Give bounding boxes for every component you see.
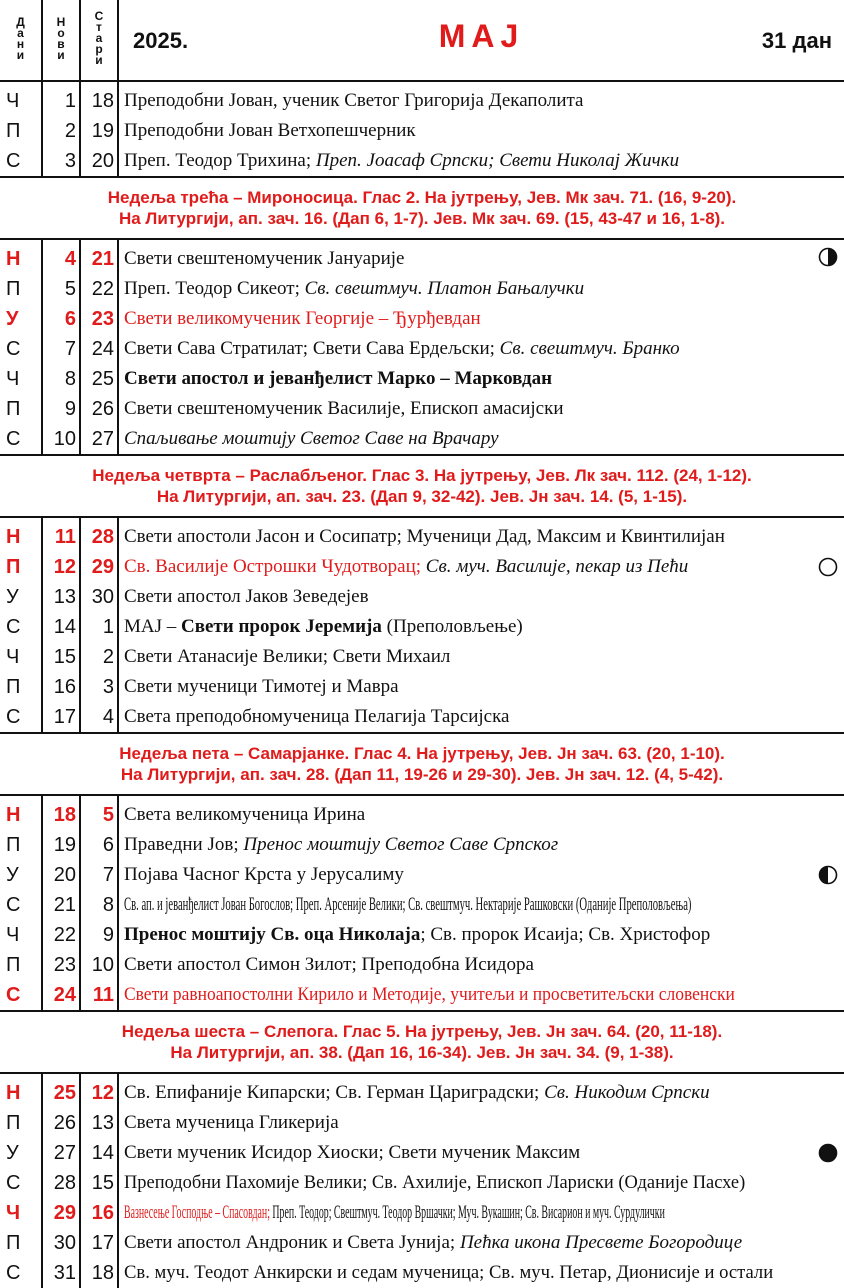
old-calendar-date: 12 [80,1073,118,1108]
old-calendar-date: 11 [80,980,118,1011]
day-row [0,552,844,582]
feast-text-line [124,428,499,450]
feast-text [118,552,844,582]
feast-text [118,274,844,304]
feast-text-part: Свети апостоли Јасон и Сосипатр; Мученици Дад, Максим и Квинтилијан [124,526,725,547]
old-calendar-date: 30 [80,582,118,612]
day-row [0,364,844,394]
day-row [0,980,844,1011]
feast-text-part: Вазнесење Господње – Спасовдан; [124,1202,273,1223]
new-calendar-date: 17 [42,702,80,733]
feast-text-line [124,616,523,638]
day-row [0,424,844,455]
old-calendar-date: 27 [80,424,118,455]
feast-text-part: Свети Сава Стратилат; Свети Сава Ердељски; [124,338,500,359]
day-row [0,146,844,177]
old-calendar-date: 4 [80,702,118,733]
week-reading-line-2: На Литургији, ап. 38. (Дап 16, 16-34). Јев. Јн зач. 34. (9, 1-38). [170,1043,674,1062]
feast-text-part: Св. Епифаније Кипарски; Св. Герман Цариградски; [124,1082,545,1103]
new-calendar-date: 25 [42,1073,80,1108]
feast-text-part: Свети мученици Тимотеј и Мавра [124,676,399,697]
old-calendar-date: 21 [80,239,118,274]
new-calendar-date: 5 [42,274,80,304]
week-reading-line-2: На Литургији, ап. зач. 28. (Дап 11, 19-26 и 29-30). Јев. Јн зач. 12. (4, 5-42). [120,765,724,784]
feast-text-part: Свети апостол и јеванђелист Марко – Марковдан [124,368,553,389]
week-reading-row [0,177,844,239]
year-label: 2025. [133,28,189,53]
new-calendar-date: 31 [42,1258,80,1288]
feast-text-line [124,984,735,1006]
day-of-week: С [0,702,42,733]
feast-text-line [124,248,404,270]
week-reading-row [0,1011,844,1073]
month-title: МАЈ [438,18,525,54]
feast-text-part: МАЈ – [124,616,182,637]
feast-text-part: Свети свештеномученик Јануарије [124,248,405,269]
day-of-week: Н [0,1073,42,1108]
feast-text-line [124,894,691,916]
feast-text [118,890,844,920]
new-calendar-date: 4 [42,239,80,274]
day-row [0,274,844,304]
old-calendar-date: 20 [80,146,118,177]
day-row [0,860,844,890]
feast-text-part: Пећка икона Пресвете Богородице [459,1232,743,1253]
moon-phase-last-quarter-icon [818,865,838,885]
day-row [0,1108,844,1138]
day-row [0,334,844,364]
old-calendar-date: 8 [80,890,118,920]
day-row [0,239,844,274]
feast-text-line [124,706,510,728]
col-header-days: Дани [0,0,42,81]
feast-text [118,980,844,1011]
feast-text [118,860,844,890]
feast-text-part: Праведни Јов; [124,834,244,855]
feast-text [118,1073,844,1108]
feast-text-line [124,368,552,390]
new-calendar-date: 9 [42,394,80,424]
old-calendar-date: 29 [80,552,118,582]
old-calendar-date: 18 [80,81,118,116]
day-of-week: С [0,980,42,1011]
moon-phase-new-icon [818,1143,838,1163]
day-of-week: П [0,830,42,860]
week-reading-row [0,733,844,795]
day-of-week: У [0,304,42,334]
day-row [0,642,844,672]
feast-text-part: Преп. Јоасаф Српски; Свети Николај Жички [315,150,680,171]
old-calendar-date: 19 [80,116,118,146]
old-calendar-date: 6 [80,830,118,860]
feast-text [118,364,844,394]
day-of-week: Н [0,517,42,552]
new-calendar-date: 15 [42,642,80,672]
day-of-week: С [0,146,42,177]
feast-text-part: Преподобни Јован Ветхопешчерник [124,120,416,141]
days-count: 31 дан [761,28,832,53]
new-calendar-date: 27 [42,1138,80,1168]
calendar-header [0,0,844,81]
feast-text [118,304,844,334]
week-reading-text [0,733,844,795]
day-row [0,702,844,733]
feast-text [118,517,844,552]
new-calendar-date: 20 [42,860,80,890]
week-reading-line-2: На Литургији, ап. зач. 23. (Дап 9, 32-42). Јев. Јн зач. 14. (5, 1-15). [156,487,688,506]
feast-text-part: Св. муч. Василије, пекар из Пећи [425,556,689,577]
feast-text-line [124,864,404,886]
old-calendar-date: 14 [80,1138,118,1168]
feast-text [118,642,844,672]
week-reading-row [0,455,844,517]
new-calendar-date: 10 [42,424,80,455]
day-of-week: С [0,1258,42,1288]
feast-text [118,1168,844,1198]
feast-text-part: Преподобни Јован, ученик Светог Григорија Декаполита [124,90,584,111]
feast-text-line [124,398,564,420]
feast-text-part: Свети пророк Јеремија [181,616,382,637]
day-of-week: П [0,1108,42,1138]
new-calendar-date: 30 [42,1228,80,1258]
old-calendar-date: 10 [80,950,118,980]
day-of-week: С [0,612,42,642]
feast-text-line [124,556,688,578]
feast-text [118,1258,844,1288]
feast-text [118,1198,844,1228]
day-row [0,830,844,860]
day-of-week: П [0,394,42,424]
old-calendar-date: 9 [80,920,118,950]
new-calendar-date: 29 [42,1198,80,1228]
old-calendar-date: 7 [80,860,118,890]
feast-text-line [124,526,725,548]
old-calendar-date: 18 [80,1258,118,1288]
day-of-week: Ч [0,1198,42,1228]
feast-text-line [124,120,416,142]
old-calendar-date: 25 [80,364,118,394]
new-calendar-date: 1 [42,81,80,116]
new-calendar-date: 13 [42,582,80,612]
new-calendar-date: 3 [42,146,80,177]
old-calendar-date: 17 [80,1228,118,1258]
feast-text [118,1138,844,1168]
feast-text-line [124,338,680,360]
feast-text-line [124,1232,742,1254]
feast-text-part: Света великомученица Ирина [124,804,366,825]
feast-text [118,582,844,612]
day-row [0,1228,844,1258]
feast-text-line [124,308,481,330]
new-calendar-date: 6 [42,304,80,334]
week-reading-text [0,455,844,517]
new-calendar-date: 22 [42,920,80,950]
old-calendar-date: 5 [80,795,118,830]
feast-text-line [124,1082,710,1104]
day-row [0,1073,844,1108]
feast-text-line [124,1202,665,1224]
feast-text [118,612,844,642]
day-of-week: П [0,1228,42,1258]
feast-text [118,81,844,116]
feast-text-part: Свети свештеномученик Василије, Епископ амасијски [124,398,564,419]
feast-text-part: Св. ап. и јеванђелист Јован Богослов; Преп. Арсеније Велики; Св. свештмуч. Нектарије Рашковски (Оданије Преполовљења) [124,894,692,915]
feast-text [118,795,844,830]
moon-phase-full-icon [818,557,838,577]
col-header-new: Нови [42,0,80,81]
day-of-week: П [0,116,42,146]
day-row [0,890,844,920]
day-row [0,116,844,146]
feast-text [118,1228,844,1258]
day-of-week: П [0,672,42,702]
feast-text-line [124,586,369,608]
feast-text-part: Појава Часног Крста у Јерусалиму [124,864,404,885]
day-row [0,304,844,334]
feast-text-part: Свети апостол Симон Зилот; Преподобна Исидора [124,954,534,975]
new-calendar-date: 12 [42,552,80,582]
feast-text-part: Свети Атанасије Велики; Свети Михаил [124,646,451,667]
week-reading-text [0,1011,844,1073]
week-reading-text [0,177,844,239]
feast-text-part: ; Св. пророк Исаија; Св. Христофор [420,924,711,945]
feast-text [118,830,844,860]
new-calendar-date: 11 [42,517,80,552]
day-of-week: Ч [0,364,42,394]
feast-text-part: Свети великомученик Георгије – Ђурђевдан [124,308,481,329]
feast-text-part: (Преполовљење) [381,616,523,637]
moon-phase-first-quarter-icon [818,247,838,267]
old-calendar-date: 24 [80,334,118,364]
feast-text-part: Св. Василије Острошки Чудотворац; [124,556,426,577]
day-of-week: С [0,890,42,920]
feast-text-part: Свети равноапостолни Кирило и Методије, учитељи и просветитељски словенски [124,984,735,1005]
feast-text-part: Свети апостол Андроник и Света Јунија; [124,1232,460,1253]
day-of-week: У [0,1138,42,1168]
feast-text-part: Преп. Теодор Сикеот; [124,278,305,299]
old-calendar-date: 22 [80,274,118,304]
old-calendar-date: 15 [80,1168,118,1198]
day-row [0,394,844,424]
day-row [0,920,844,950]
feast-text-part: Св. свештмуч. Платон Бањалучки [304,278,585,299]
new-calendar-date: 8 [42,364,80,394]
feast-text-line [124,646,450,668]
day-of-week: У [0,860,42,890]
day-of-week: П [0,552,42,582]
feast-text [118,394,844,424]
feast-text-part: Пренос моштију Св. оца Николаја [124,924,421,945]
title-cell [118,0,844,81]
feast-text-line [124,1172,745,1194]
feast-text [118,920,844,950]
new-calendar-date: 2 [42,116,80,146]
feast-text [118,424,844,455]
old-calendar-date: 28 [80,517,118,552]
new-calendar-date: 19 [42,830,80,860]
day-row [0,612,844,642]
feast-text [118,239,844,274]
day-row [0,950,844,980]
day-row [0,1138,844,1168]
feast-text [118,672,844,702]
feast-text [118,146,844,177]
day-of-week: Н [0,239,42,274]
feast-text [118,702,844,733]
feast-text-line [124,90,583,112]
feast-text-line [124,924,710,946]
old-calendar-date: 1 [80,612,118,642]
day-of-week: У [0,582,42,612]
col-header-old: Стари [80,0,118,81]
week-reading-line-1: Недеља шеста – Слепога. Глас 5. На јутрењу, Јев. Јн зач. 64. (20, 11-18). [121,1022,723,1041]
feast-text-part: Св. Никодим Српски [544,1082,710,1103]
feast-text-part: Преп. Теодор Трихина; [124,150,316,171]
day-of-week: П [0,274,42,304]
feast-text [118,116,844,146]
day-of-week: Ч [0,642,42,672]
new-calendar-date: 28 [42,1168,80,1198]
day-row [0,81,844,116]
feast-text-line [124,804,365,826]
day-row [0,672,844,702]
feast-text [118,334,844,364]
day-row [0,1198,844,1228]
old-calendar-date: 2 [80,642,118,672]
old-calendar-date: 13 [80,1108,118,1138]
day-of-week: С [0,334,42,364]
new-calendar-date: 16 [42,672,80,702]
old-calendar-date: 26 [80,394,118,424]
new-calendar-date: 24 [42,980,80,1011]
feast-text-part: Преподобни Пахомије Велики; Св. Ахилије, Епископ Лариски (Оданије Пасхе) [124,1172,746,1193]
new-calendar-date: 7 [42,334,80,364]
day-of-week: П [0,950,42,980]
feast-text-part: Преп. Теодор; Свештмуч. Теодор Вршачки; Муч. Вукашин; Св. Висарион и муч. Сурдулички [272,1202,665,1223]
feast-text-part: Света мученица Гликерија [124,1112,339,1133]
day-of-week: Ч [0,81,42,116]
feast-text [118,1108,844,1138]
day-of-week: С [0,424,42,455]
new-calendar-date: 18 [42,795,80,830]
feast-text-part: Света преподобномученица Пелагија Тарсијска [124,706,510,727]
day-of-week: Ч [0,920,42,950]
feast-text-part: Спаљивање моштију Светог Саве на Врачару [124,428,499,449]
feast-text-line [124,1262,773,1284]
feast-text-part: Пренос моштију Светог Саве Српског [243,834,559,855]
day-row [0,517,844,552]
feast-text-line [124,150,679,172]
week-reading-line-1: Недеља трећа – Мироносица. Глас 2. На јутрењу, Јев. Мк зач. 71. (16, 9-20). [107,188,737,207]
day-row [0,582,844,612]
new-calendar-date: 23 [42,950,80,980]
feast-text-line [124,1142,580,1164]
day-of-week: Н [0,795,42,830]
old-calendar-date: 23 [80,304,118,334]
feast-text-line [124,676,399,698]
day-row [0,1258,844,1288]
feast-text-line [124,1112,339,1134]
feast-text-line [124,834,558,856]
week-reading-line-1: Недеља пета – Самарјанке. Глас 4. На јутрењу, Јев. Јн зач. 63. (20, 1-10). [119,744,725,763]
feast-text-line [124,954,534,976]
feast-text [118,950,844,980]
day-row [0,795,844,830]
day-row [0,1168,844,1198]
feast-text-part: Св. муч. Теодот Анкирски и седам мученица; Св. муч. Петар, Дионисије и остали [124,1262,774,1283]
feast-text-part: Св. свештмуч. Бранко [499,338,680,359]
new-calendar-date: 14 [42,612,80,642]
feast-text-part: Свети мученик Исидор Хиоски; Свети мученик Максим [124,1142,581,1163]
week-reading-line-2: На Литургији, ап. зач. 16. (Дап 6, 1-7). Јев. Мк зач. 69. (15, 43-47 и 16, 1-8). [118,209,726,228]
week-reading-line-1: Недеља четврта – Раслабљеног. Глас 3. На јутрењу, Јев. Лк зач. 112. (24, 1-12). [92,466,752,485]
day-of-week: С [0,1168,42,1198]
feast-text-part: Свети апостол Јаков Зеведејев [124,586,369,607]
new-calendar-date: 26 [42,1108,80,1138]
feast-text-line [124,278,584,300]
old-calendar-date: 3 [80,672,118,702]
old-calendar-date: 16 [80,1198,118,1228]
new-calendar-date: 21 [42,890,80,920]
